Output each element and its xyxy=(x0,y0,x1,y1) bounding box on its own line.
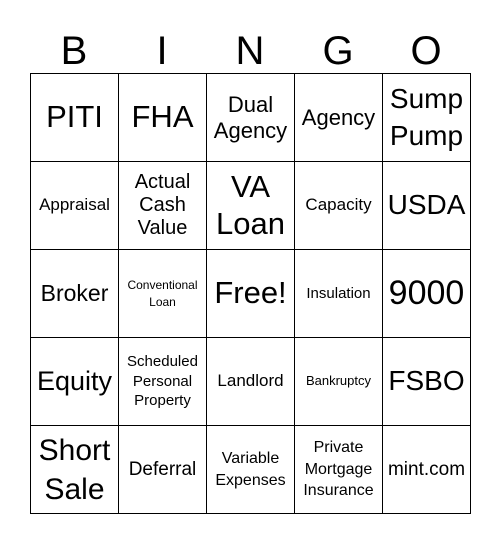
bingo-cell-o5[interactable]: mint.com xyxy=(383,426,471,514)
bingo-board xyxy=(30,73,471,514)
header-letter-i: I xyxy=(156,29,168,73)
bingo-cell-g1[interactable]: Agency xyxy=(295,74,383,162)
bingo-cell-g4[interactable]: Bankruptcy xyxy=(295,338,383,426)
header-letter-g: G xyxy=(322,29,354,73)
bingo-cell-o2[interactable]: USDA xyxy=(383,162,471,250)
bingo-cell-n3[interactable]: Free! xyxy=(207,250,295,338)
bingo-cell-b5[interactable]: Short Sale xyxy=(31,426,119,514)
bingo-cell-b3[interactable]: Broker xyxy=(31,250,119,338)
bingo-cell-o4[interactable]: FSBO xyxy=(383,338,471,426)
bingo-cell-i2[interactable]: Actual Cash Value xyxy=(119,162,207,250)
bingo-cell-n4[interactable]: Landlord xyxy=(207,338,295,426)
bingo-cell-g2[interactable]: Capacity xyxy=(295,162,383,250)
bingo-cell-b2[interactable]: Appraisal xyxy=(31,162,119,250)
bingo-header xyxy=(30,28,470,74)
bingo-cell-g3[interactable]: Insulation xyxy=(295,250,383,338)
bingo-cell-n5[interactable]: Variable Expenses xyxy=(207,426,295,514)
bingo-cell-n2[interactable]: VA Loan xyxy=(207,162,295,250)
bingo-cell-o1[interactable]: Sump Pump xyxy=(383,74,471,162)
bingo-cell-i4[interactable]: Scheduled Personal Property xyxy=(119,338,207,426)
bingo-cell-b4[interactable]: Equity xyxy=(31,338,119,426)
bingo-cell-g5[interactable]: Private Mortgage Insurance xyxy=(295,426,383,514)
bingo-cell-n1[interactable]: Dual Agency xyxy=(207,74,295,162)
bingo-cell-i5[interactable]: Deferral xyxy=(119,426,207,514)
header-letter-b: B xyxy=(60,29,88,73)
header-letter-n: N xyxy=(235,29,265,73)
bingo-cell-b1[interactable]: PITI xyxy=(31,74,119,162)
bingo-cell-i1[interactable]: FHA xyxy=(119,74,207,162)
bingo-cell-o3[interactable]: 9000 xyxy=(383,250,471,338)
bingo-cell-i3[interactable]: Conventional Loan xyxy=(119,250,207,338)
header-letter-o: O xyxy=(410,29,442,73)
